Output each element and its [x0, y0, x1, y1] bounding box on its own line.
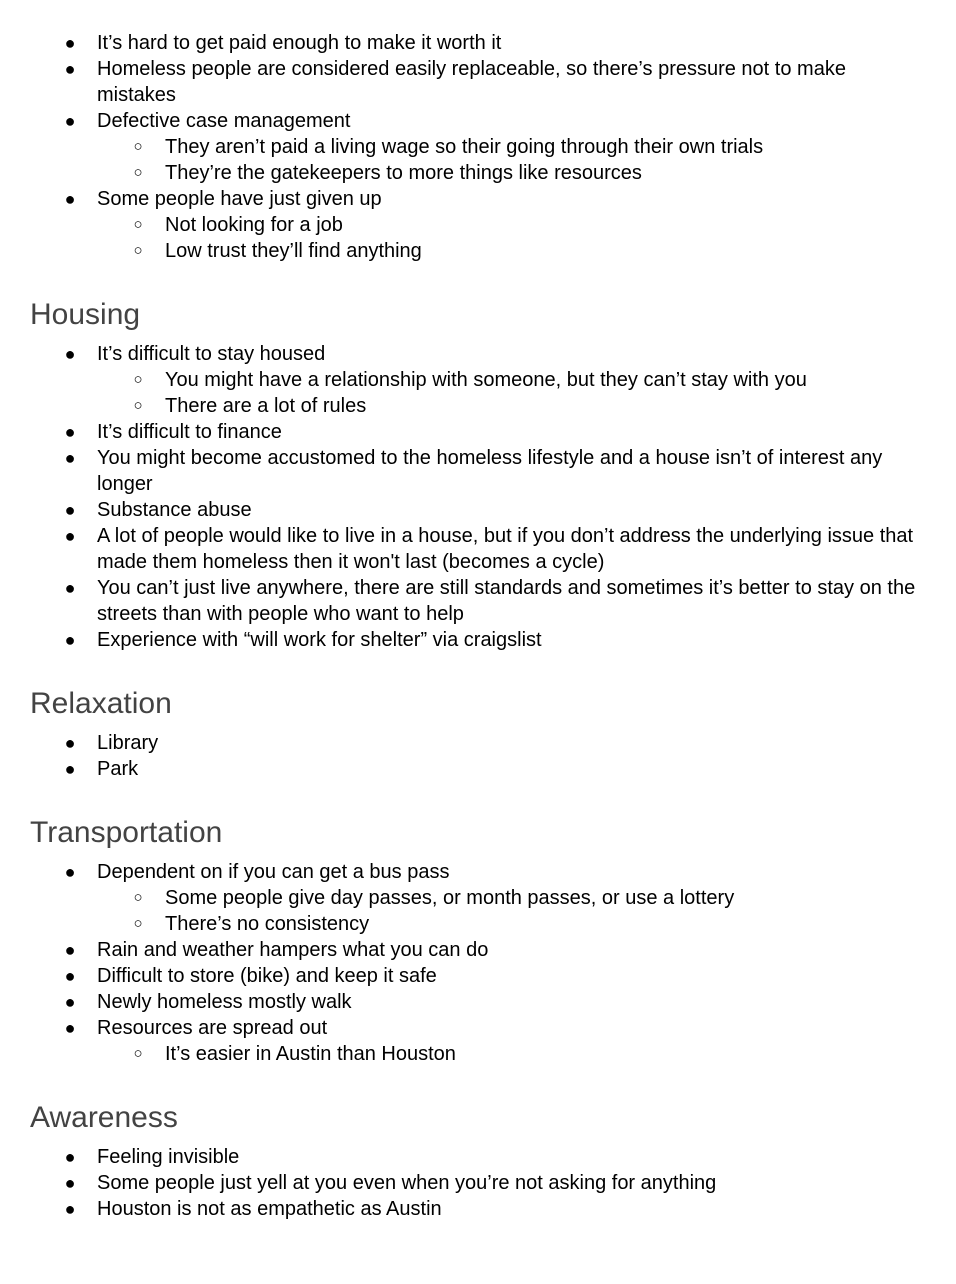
hollow-bullet-icon: ○ [133, 242, 143, 259]
list-item-text: Houston is not as empathetic as Austin [97, 1198, 442, 1220]
list-item-text: Defective case management [97, 110, 351, 132]
list-item-text: It’s easier in Austin than Houston [165, 1043, 456, 1065]
solid-bullet-icon: ● [64, 526, 76, 546]
list-item-text: Dependent on if you can get a bus pass [97, 861, 450, 883]
list-item [0, 108, 956, 134]
section-heading: Housing [30, 298, 141, 331]
list-item-text: Library [97, 732, 159, 754]
sub-list-item [0, 160, 956, 186]
solid-bullet-icon: ● [64, 1018, 76, 1038]
solid-bullet-icon: ● [64, 733, 76, 753]
list-item-text: You might become accustomed to the homeless lifestyle and a house isn’t of interest any longer [97, 447, 883, 495]
section-spacer [0, 1067, 956, 1100]
solid-bullet-icon: ● [64, 448, 76, 468]
list-item-text: Newly homeless mostly walk [97, 991, 352, 1013]
section-bullet-list [0, 1144, 956, 1222]
hollow-bullet-icon: ○ [133, 915, 143, 932]
list-item [0, 1196, 956, 1222]
list-item-text: Some people give day passes, or month passes, or use a lottery [165, 887, 735, 909]
section-bullet-list [0, 341, 956, 653]
list-item [0, 937, 956, 963]
solid-bullet-icon: ● [64, 992, 76, 1012]
list-item [0, 1170, 956, 1196]
list-item [0, 186, 956, 212]
solid-bullet-icon: ● [64, 759, 76, 779]
list-item [0, 627, 956, 653]
section-bullet-list [0, 859, 956, 1067]
list-item-text: Substance abuse [97, 499, 252, 521]
solid-bullet-icon: ● [64, 862, 76, 882]
list-item-text: Homeless people are considered easily replaceable, so there’s pressure not to make mistakes [97, 58, 846, 106]
heading-spacer [0, 1136, 956, 1144]
list-item-text: They aren’t paid a living wage so their going through their own trials [165, 136, 764, 158]
heading-spacer [0, 851, 956, 859]
section-bullet-list [0, 730, 956, 782]
list-item-text: Difficult to store (bike) and keep it safe [97, 965, 437, 987]
sub-list-item [0, 885, 956, 911]
solid-bullet-icon: ● [64, 59, 76, 79]
sub-list-item [0, 238, 956, 264]
solid-bullet-icon: ● [64, 966, 76, 986]
list-item-text: Some people have just given up [97, 188, 382, 210]
list-item-text: You might have a relationship with someone, but they can’t stay with you [165, 369, 807, 391]
hollow-bullet-icon: ○ [133, 889, 143, 906]
sub-list-item [0, 134, 956, 160]
solid-bullet-icon: ● [64, 344, 76, 364]
list-item-text: Experience with “will work for shelter” via craigslist [97, 629, 542, 651]
section-spacer [0, 264, 956, 297]
sub-list-item [0, 1041, 956, 1067]
list-item [0, 756, 956, 782]
list-item [0, 963, 956, 989]
section-heading: Transportation [30, 816, 223, 849]
list-item [0, 56, 956, 108]
list-item-text: You can’t just live anywhere, there are still standards and sometimes it’s better to stay on the streets than with people who want to help [97, 577, 916, 625]
solid-bullet-icon: ● [64, 1199, 76, 1219]
list-item-text: Feeling invisible [97, 1146, 240, 1168]
hollow-bullet-icon: ○ [133, 164, 143, 181]
list-item-text: They’re the gatekeepers to more things like resources [165, 162, 642, 184]
list-item-text: It’s hard to get paid enough to make it worth it [97, 32, 502, 54]
list-item-text: Low trust they’ll find anything [165, 240, 422, 262]
list-item [0, 445, 956, 497]
document-sections [0, 264, 956, 1222]
solid-bullet-icon: ● [64, 940, 76, 960]
solid-bullet-icon: ● [64, 500, 76, 520]
list-item-text: Park [97, 758, 139, 780]
list-item [0, 341, 956, 367]
list-item [0, 497, 956, 523]
list-item [0, 575, 956, 627]
list-item-text: It’s difficult to finance [97, 421, 282, 443]
section-heading: Relaxation [30, 687, 172, 720]
section-spacer [0, 782, 956, 815]
list-item [0, 523, 956, 575]
hollow-bullet-icon: ○ [133, 397, 143, 414]
solid-bullet-icon: ● [64, 578, 76, 598]
solid-bullet-icon: ● [64, 422, 76, 442]
hollow-bullet-icon: ○ [133, 371, 143, 388]
list-item [0, 730, 956, 756]
list-item [0, 1144, 956, 1170]
sub-list-item [0, 367, 956, 393]
list-item-text: There’s no consistency [165, 913, 370, 935]
list-item-text: Rain and weather hampers what you can do [97, 939, 489, 961]
sub-list-item [0, 212, 956, 238]
heading-spacer [0, 333, 956, 341]
sub-list-item [0, 911, 956, 937]
solid-bullet-icon: ● [64, 630, 76, 650]
intro-bullet-list [0, 30, 956, 264]
sub-list-item [0, 393, 956, 419]
solid-bullet-icon: ● [64, 1173, 76, 1193]
hollow-bullet-icon: ○ [133, 216, 143, 233]
list-item [0, 30, 956, 56]
section-heading: Awareness [30, 1101, 178, 1134]
hollow-bullet-icon: ○ [133, 138, 143, 155]
list-item-text: There are a lot of rules [165, 395, 367, 417]
section-spacer [0, 653, 956, 686]
solid-bullet-icon: ● [64, 33, 76, 53]
solid-bullet-icon: ● [64, 111, 76, 131]
list-item-text: Not looking for a job [165, 214, 343, 236]
hollow-bullet-icon: ○ [133, 1045, 143, 1062]
top-margin [0, 0, 956, 30]
list-item [0, 1015, 956, 1041]
list-item-text: Some people just yell at you even when you’re not asking for anything [97, 1172, 717, 1194]
list-item [0, 989, 956, 1015]
solid-bullet-icon: ● [64, 189, 76, 209]
list-item-text: Resources are spread out [97, 1017, 328, 1039]
list-item-text: It’s difficult to stay housed [97, 343, 326, 365]
list-item [0, 419, 956, 445]
list-item [0, 859, 956, 885]
solid-bullet-icon: ● [64, 1147, 76, 1167]
heading-spacer [0, 722, 956, 730]
list-item-text: A lot of people would like to live in a house, but if you don’t address the underlying issue that made them homeless then it won't last (becomes a cycle) [97, 525, 914, 573]
